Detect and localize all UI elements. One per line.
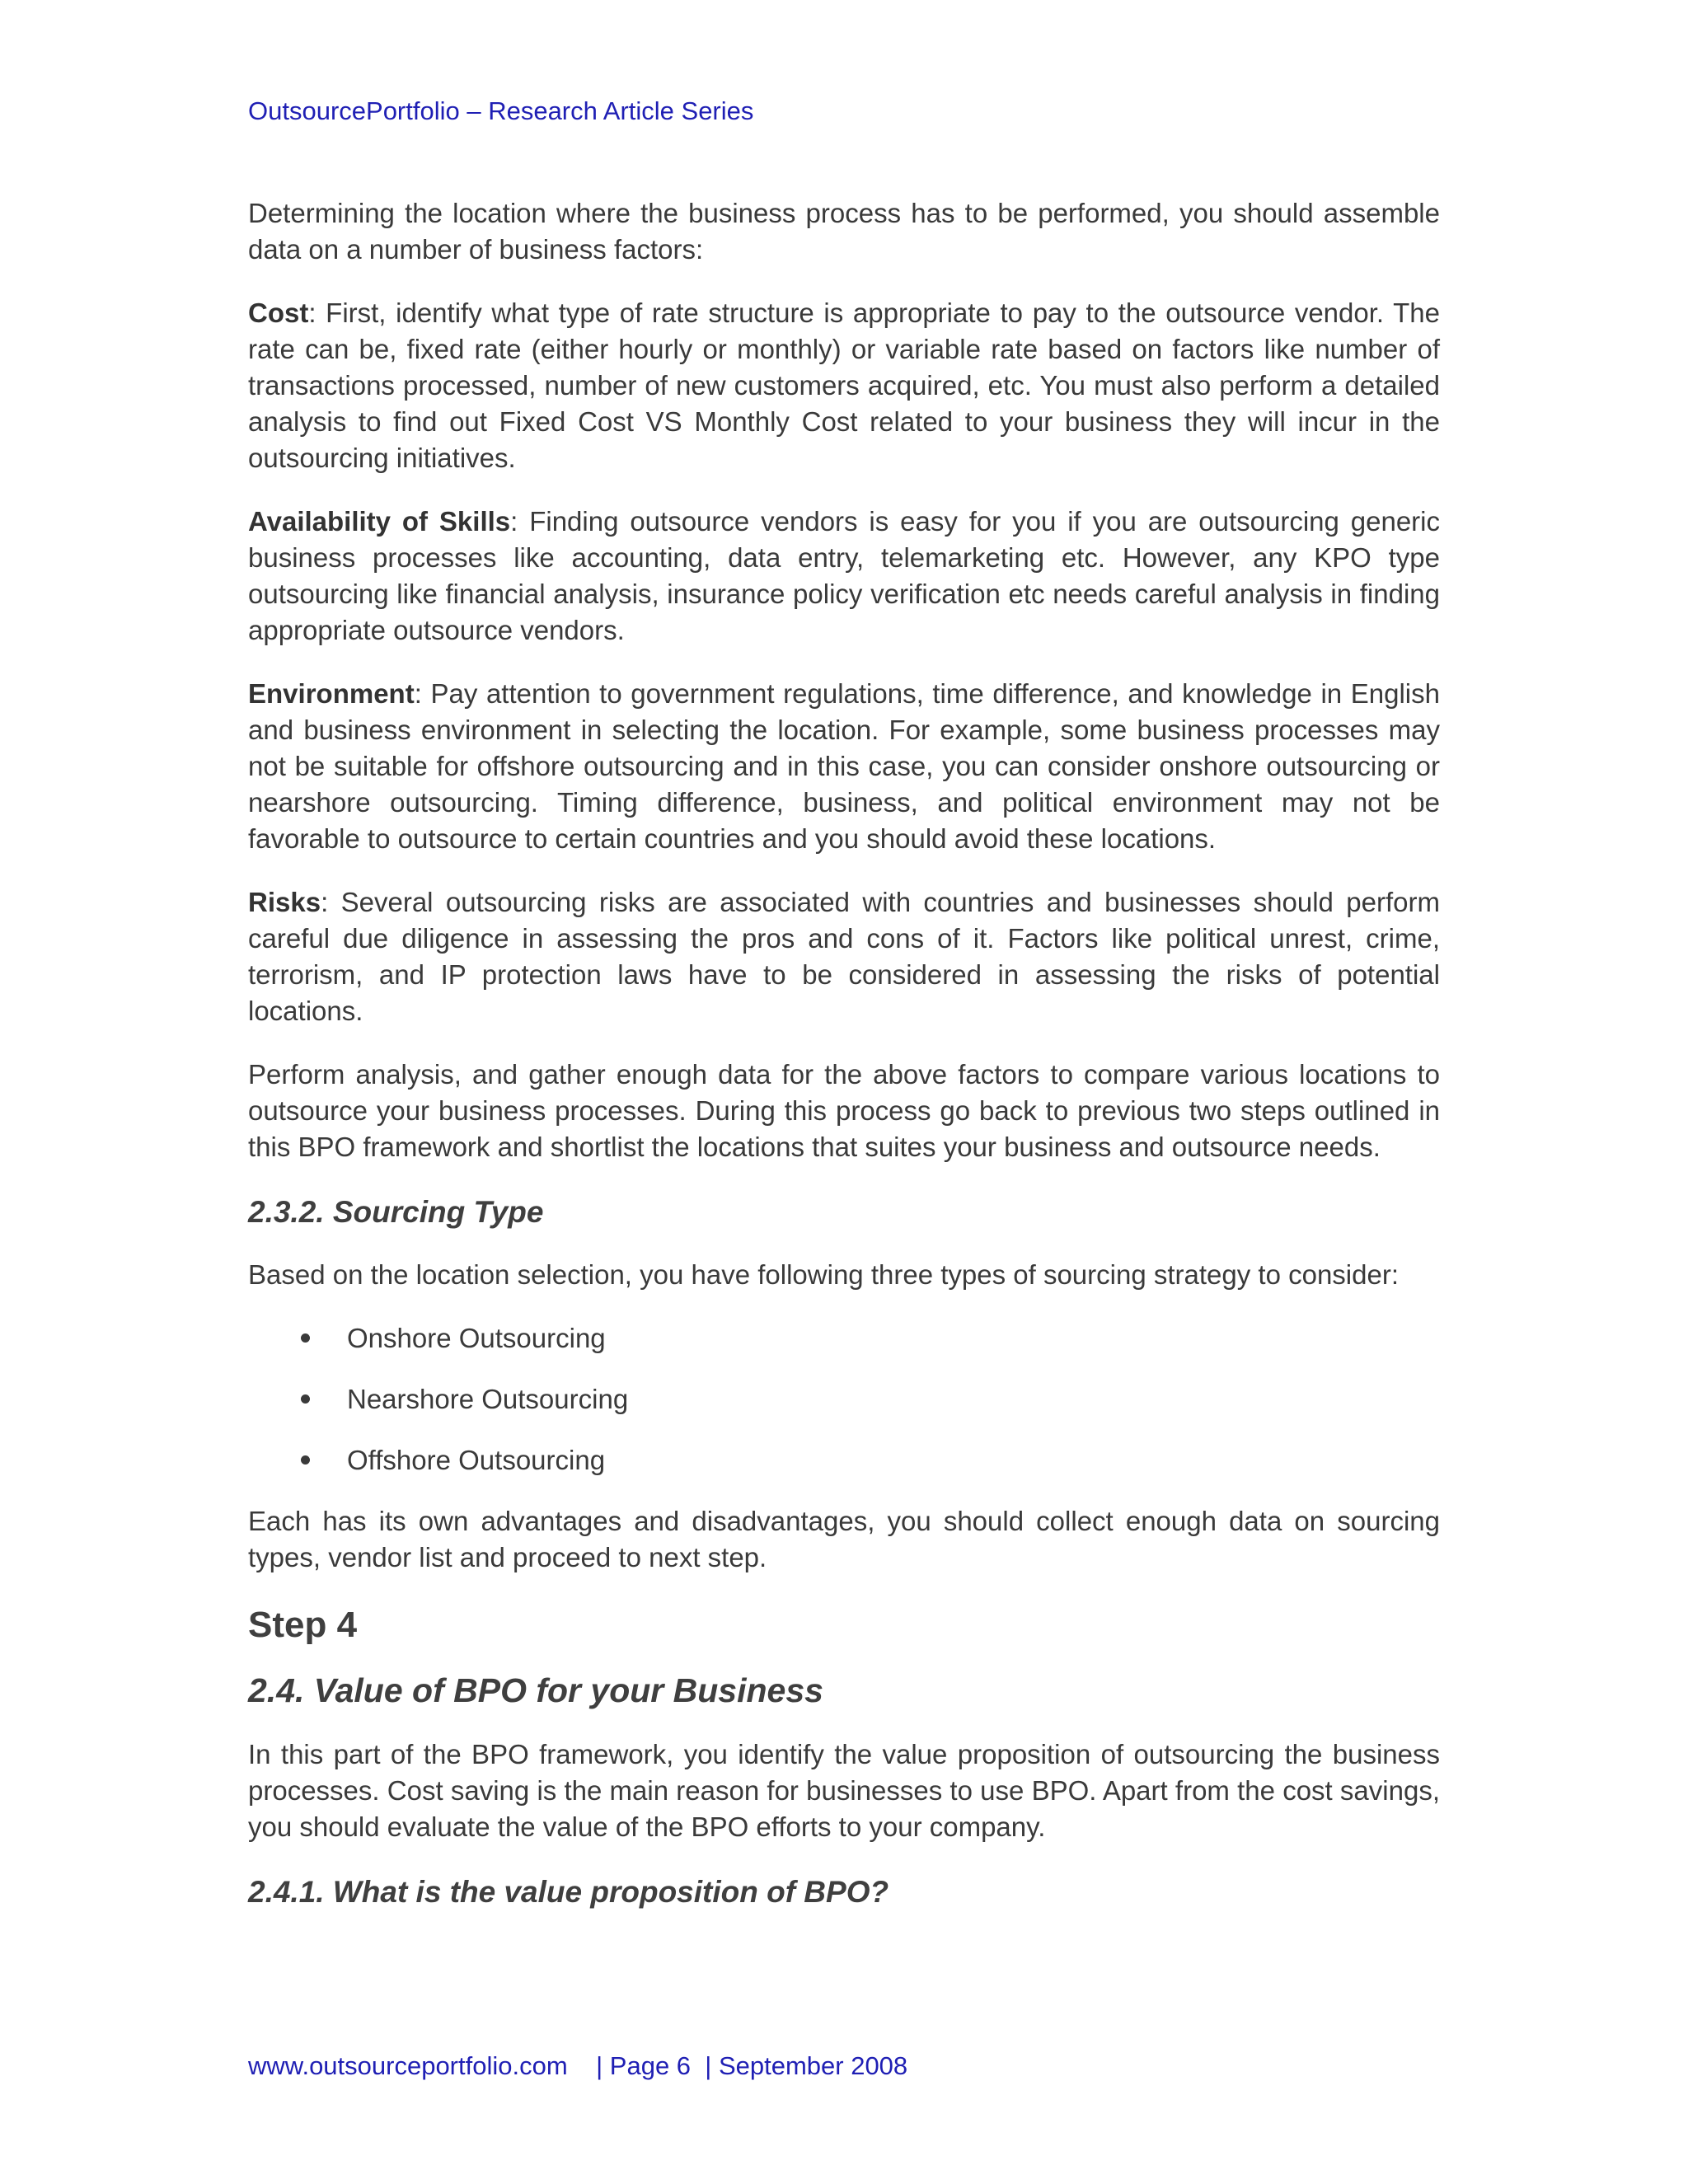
sourcing-outro-paragraph: Each has its own advantages and disadvantages, you should collect enough data on sourcing types, vendor list and proceed to next step. — [248, 1506, 1440, 1572]
footer-date: | September 2008 — [705, 2051, 908, 2080]
value-paragraph: In this part of the BPO framework, you identify the value proposition of outsourcing the business processes. Cost saving is the main reason for businesses to use BPO. Apart from the cost savings, you should evaluate the value of the BPO efforts to your company. — [248, 1739, 1440, 1842]
bullet-icon — [301, 1333, 310, 1343]
risks-paragraph — [248, 884, 1440, 1029]
list-item: Offshore Outsourcing — [248, 1442, 1440, 1479]
value-proposition-heading: 2.4.1. What is the value proposition of BPO? — [248, 1875, 889, 1909]
footer-page-number: | Page 6 — [596, 2051, 692, 2080]
value-heading: 2.4. Value of BPO for your Business — [248, 1671, 823, 1709]
environment-paragraph — [248, 676, 1440, 857]
bullet-icon — [301, 1455, 310, 1465]
skills-paragraph — [248, 504, 1440, 649]
cost-paragraph — [248, 295, 1440, 476]
step-heading: Step 4 — [248, 1605, 358, 1645]
skills-term: Availability of Skills — [248, 506, 511, 537]
cost-term: Cost — [248, 298, 309, 328]
intro-paragraph: Determining the location where the business process has to be performed, you should assemble data on a number of business factors: — [248, 198, 1440, 265]
list-item: Nearshore Outsourcing — [248, 1381, 1440, 1418]
page-footer — [248, 2051, 907, 2081]
main-content — [248, 195, 1440, 1937]
risks-text: : Several outsourcing risks are associated with countries and businesses should perform careful due diligence in assessing the pros and cons of it. Factors like political unrest, crime, terrorism, and IP protection laws have to be considered in assessing the risks of potential locations. — [248, 887, 1440, 1026]
bullet-icon — [301, 1394, 310, 1404]
sourcing-intro-paragraph: Based on the location selection, you have following three types of sourcing strategy to consider: — [248, 1259, 1399, 1290]
sourcing-type-heading: 2.3.2. Sourcing Type — [248, 1195, 544, 1229]
list-item: Onshore Outsourcing — [248, 1320, 1440, 1357]
running-header: OutsourcePortfolio – Research Article Series — [248, 96, 754, 125]
cost-text: : First, identify what type of rate structure is appropriate to pay to the outsource vendor. The rate can be, fixed rate (either hourly or monthly) or variable rate based on factors like number of transactions processed, number of new customers acquired, etc. You must also perform a detailed analysis to find out Fixed Cost VS Monthly Cost related to your business they will incur in the outsourcing initiatives. — [248, 298, 1440, 473]
footer-website-link[interactable]: www.outsourceportfolio.com — [248, 2051, 568, 2080]
risks-term: Risks — [248, 887, 321, 917]
sourcing-types-list — [248, 1320, 1440, 1479]
perform-paragraph: Perform analysis, and gather enough data for the above factors to compare various locations to outsource your business processes. During this process go back to previous two steps outlined in this BPO framework and shortlist the locations that suites your business and outsource needs. — [248, 1059, 1440, 1162]
environment-text: : Pay attention to government regulations, time difference, and knowledge in English and business environment in selecting the location. For example, some business processes may not be suitable for offshore outsourcing and in this case, you can consider onshore outsourcing or nearshore outsourcing. Timing difference, business, and political environment may not be favorable to outsource to certain countries and you should avoid these locations. — [248, 678, 1440, 854]
skills-text: : Finding outsource vendors is easy for you if you are outsourcing generic business processes like accounting, data entry, telemarketing etc. However, any KPO type outsourcing like financial analysis, insurance policy verification etc needs careful analysis in finding appropriate outsource vendors. — [248, 506, 1440, 645]
environment-term: Environment — [248, 678, 415, 709]
